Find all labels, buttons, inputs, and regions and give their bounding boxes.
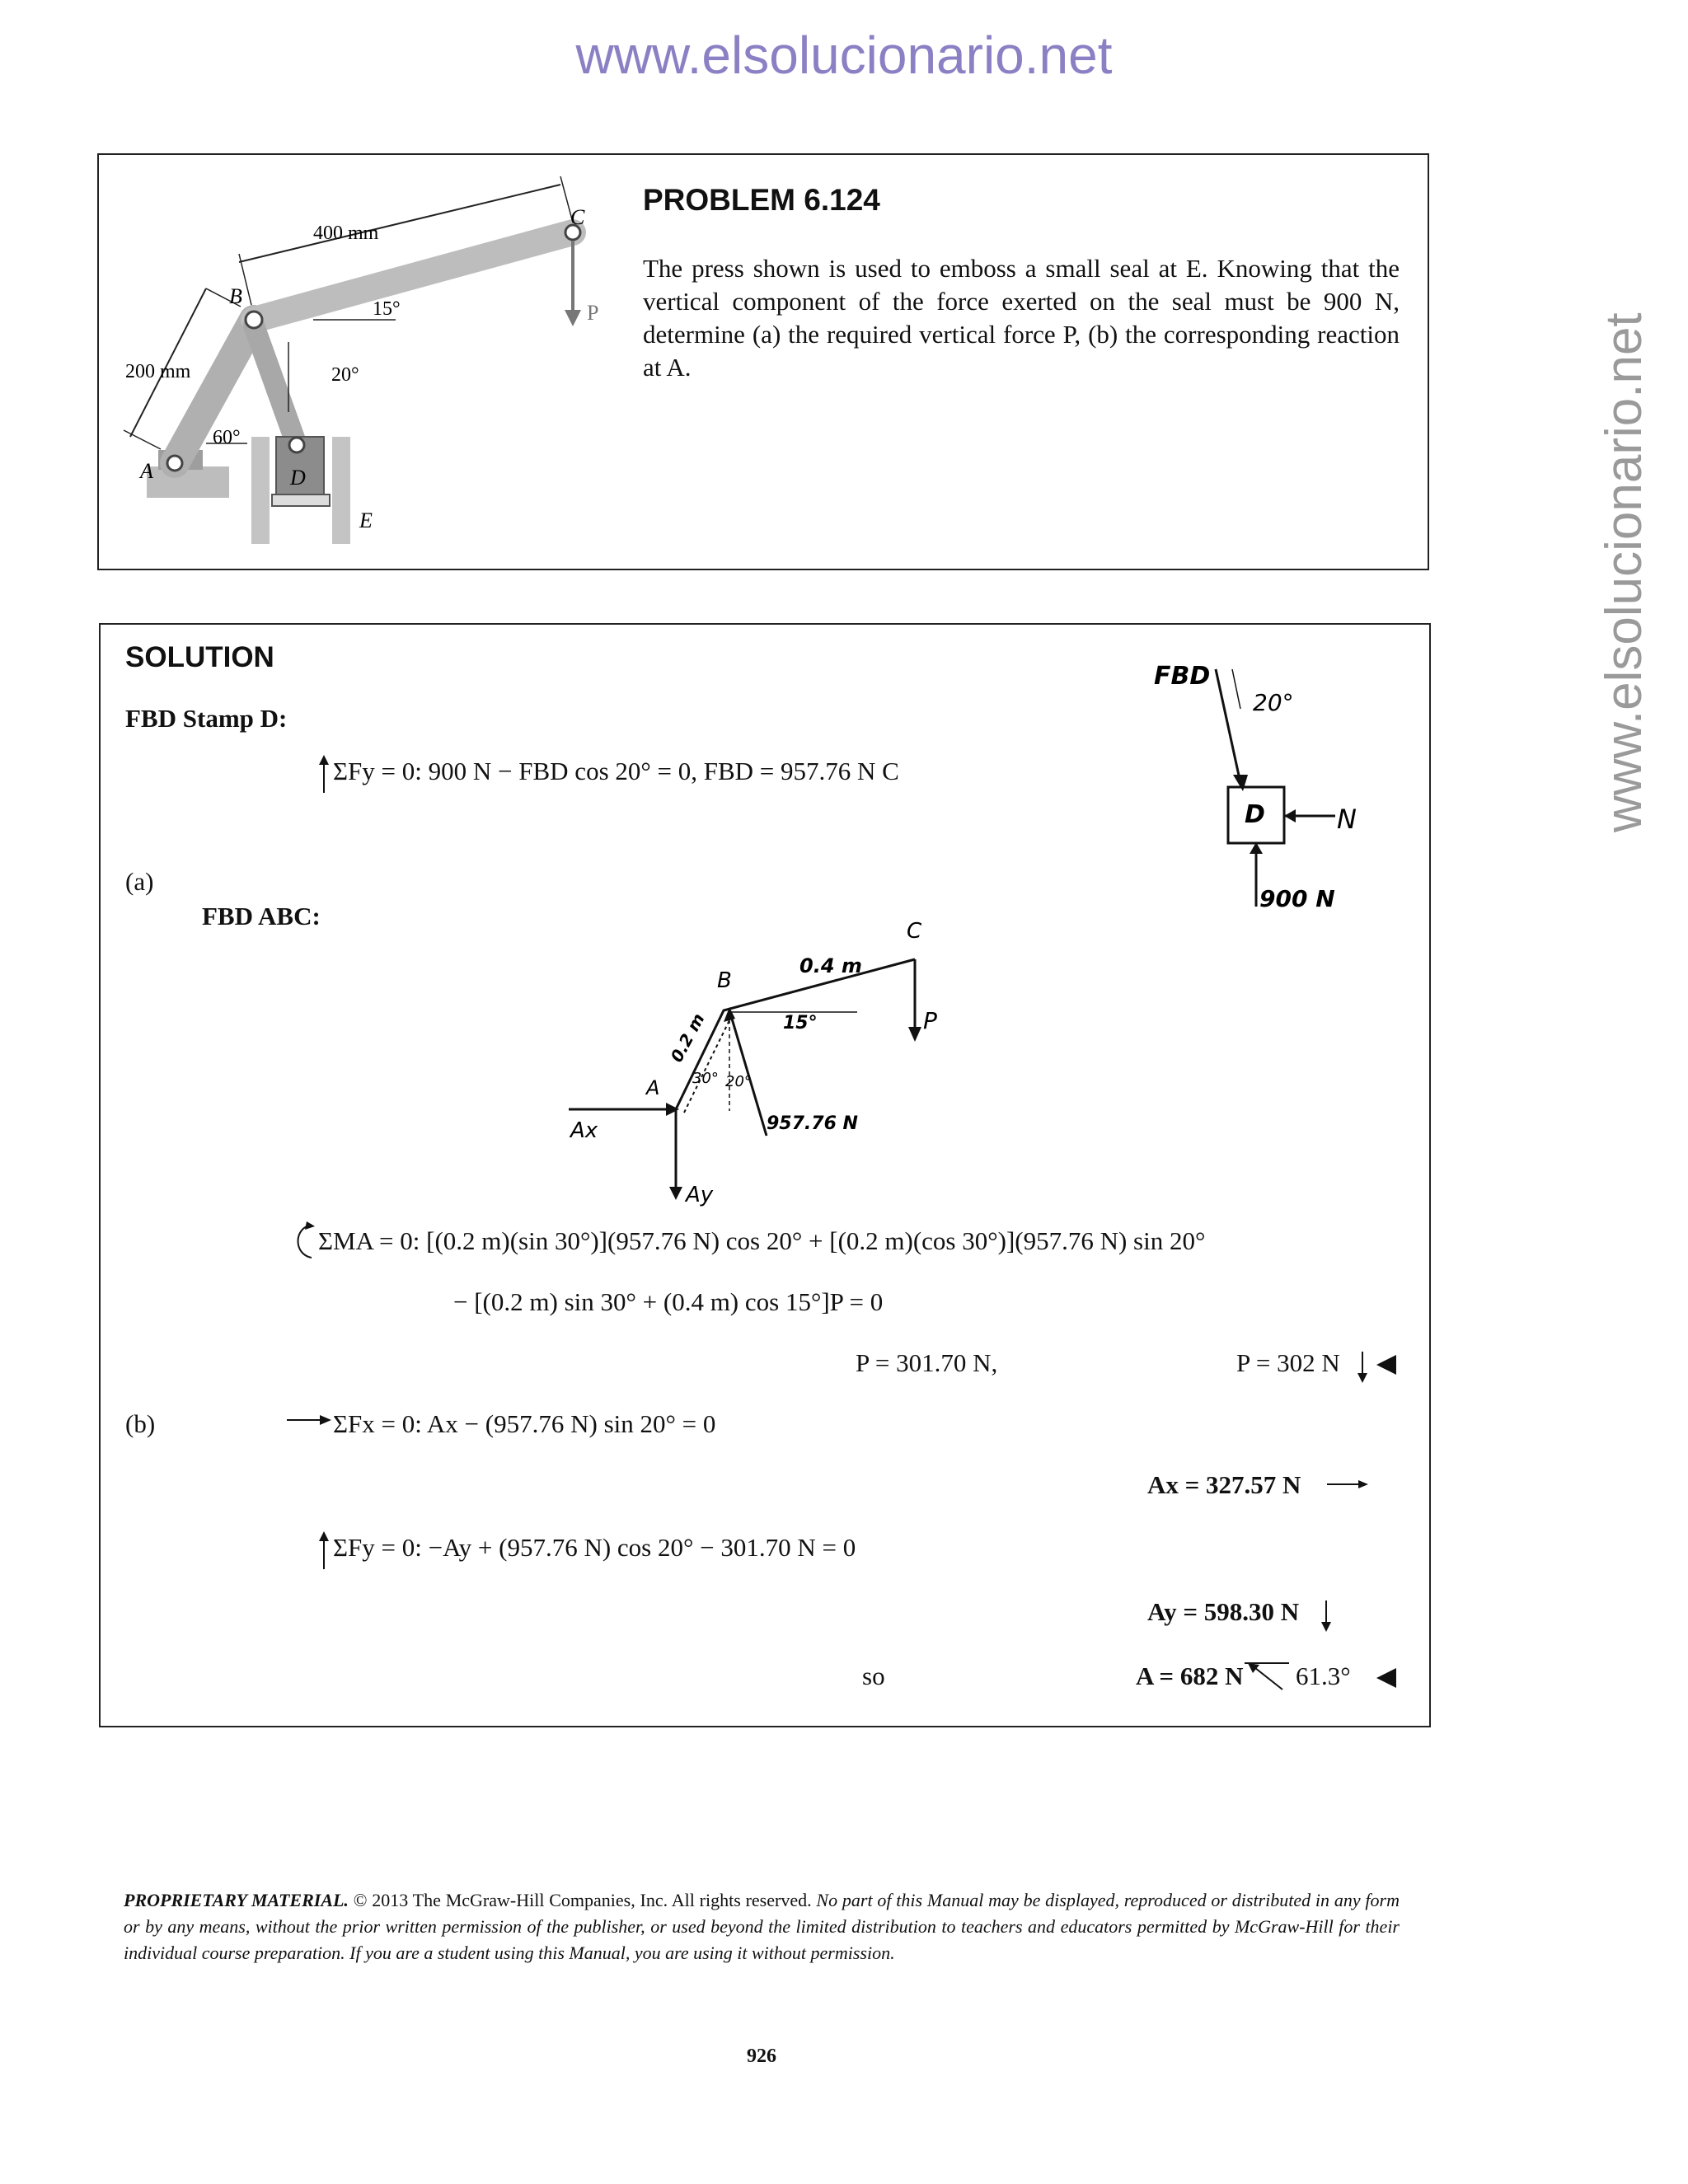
abc-15: 15° [783, 1013, 818, 1033]
equation-fy: ΣFy = 0: −Ay + (957.76 N) cos 20° − 301.70 N = 0 [333, 1533, 856, 1562]
footer-copyright: © 2013 The McGraw-Hill Companies, Inc. All rights reserved. [353, 1890, 812, 1910]
abc-c: C [907, 921, 922, 944]
pin-d [289, 438, 304, 452]
abc-b: B [717, 968, 732, 993]
label-60: 60° [213, 427, 241, 448]
equation-moment-1: ΣMA = 0: [(0.2 m)(sin 30°)](957.76 N) cos 20° + [(0.2 m)(cos 30°)](957.76 N) sin 20° [318, 1226, 1206, 1255]
up-arrow-icon-2 [318, 1531, 330, 1571]
problem-title: PROBLEM 6.124 [643, 183, 880, 217]
fbd-n-label: N [1337, 804, 1357, 835]
footer-notice [124, 1887, 1400, 1966]
a-direction-icon [1243, 1660, 1292, 1693]
fbd-stamp-label: FBD Stamp D: [125, 704, 288, 733]
abc-30: 30° [692, 1070, 719, 1087]
abc-force: 957.76 N [767, 1113, 858, 1134]
footer-text: No part of this Manual may be displayed, reproduced or distributed in any form or by any means, without the prior written permission of the publisher, or used beyond the limited distribution to teachers and educators permitted by McGraw-Hill for their individual course preparation. If you are a student using this Manual, you are using it without permission. [124, 1890, 1400, 1963]
p-result: P = 301.70 N, [856, 1348, 998, 1377]
abc-p: P [923, 1007, 937, 1034]
abc-ay: Ay [686, 1183, 714, 1207]
p-answer-text: P = 302 N [1236, 1348, 1340, 1377]
abc-ax: Ax [570, 1118, 598, 1143]
label-p: P [587, 301, 599, 325]
pin-a [167, 456, 182, 471]
abc-len2: 0.2 m [666, 1010, 709, 1066]
solution-heading: SOLUTION [125, 641, 274, 673]
up-arrow-icon [318, 755, 330, 794]
part-b-label: (b) [125, 1409, 156, 1438]
ay-arrow-icon [1320, 1599, 1332, 1632]
fbd-abc-diagram [560, 921, 989, 1218]
label-20: 20° [331, 364, 359, 386]
abc-20: 20° [725, 1073, 752, 1090]
label-c: C [570, 205, 585, 229]
problem-statement: The press shown is used to emboss a small seal at E. Knowing that the vertical component of the force exerted on the seal must be 900 N, determine (a) the required vertical force P, (b) the corresponding reaction at A. [643, 254, 1400, 382]
label-e: E [359, 509, 373, 532]
fbd-900-label: 900 N [1259, 885, 1335, 912]
label-d: D [290, 466, 306, 490]
ay-answer: Ay = 598.30 N [1147, 1597, 1300, 1626]
answer-marker-icon-2 [1375, 1666, 1398, 1690]
a-angle: 61.3° [1296, 1661, 1351, 1690]
link-bc [254, 232, 573, 320]
equation-fx: ΣFx = 0: Ax − (957.76 N) sin 20° = 0 [333, 1409, 716, 1438]
fbd-d-label: D [1245, 800, 1265, 829]
watermark-side: www.elsolucionario.net [1596, 312, 1653, 832]
label-15: 15° [373, 298, 401, 320]
label-400: 400 mm [313, 223, 379, 244]
label-b: B [229, 284, 242, 308]
part-a-label: (a) [125, 867, 154, 896]
abc-a: A [646, 1076, 660, 1099]
a-answer: A = 682 N [1136, 1661, 1244, 1690]
p-answer [1236, 1348, 1340, 1378]
answer-marker-icon [1375, 1353, 1398, 1376]
equation-moment-2: − [(0.2 m) sin 30° + (0.4 m) cos 15°]P = 0 [453, 1287, 884, 1316]
abc-len: 0.4 m [799, 954, 862, 977]
fbd-angle-20: 20° [1253, 689, 1294, 716]
ax-arrow-icon [1327, 1479, 1368, 1490]
pin-b [246, 312, 262, 328]
watermark-top: www.elsolucionario.net [575, 26, 1113, 85]
fbd-label: FBD [1154, 662, 1211, 691]
label-a: A [140, 459, 153, 483]
down-arrow-icon [1357, 1350, 1368, 1383]
so-word: so [862, 1661, 885, 1690]
equation-stamp: ΣFy = 0: 900 N − FBD cos 20° = 0, FBD = 957.76 N C [333, 757, 899, 785]
label-200: 200 mm [125, 361, 191, 382]
fbd-abc-label: FBD ABC: [202, 902, 321, 930]
ccw-moment-icon [290, 1221, 316, 1263]
press-figure [115, 165, 626, 552]
right-arrow-icon [287, 1414, 331, 1426]
footer-lead: PROPRIETARY MATERIAL. [124, 1890, 349, 1910]
ax-answer: Ax = 327.57 N [1147, 1470, 1301, 1499]
link-bd [254, 326, 297, 445]
ground-a [147, 466, 229, 498]
fbd-stamp-diagram [1137, 659, 1385, 931]
page-number: 926 [747, 2046, 776, 2067]
